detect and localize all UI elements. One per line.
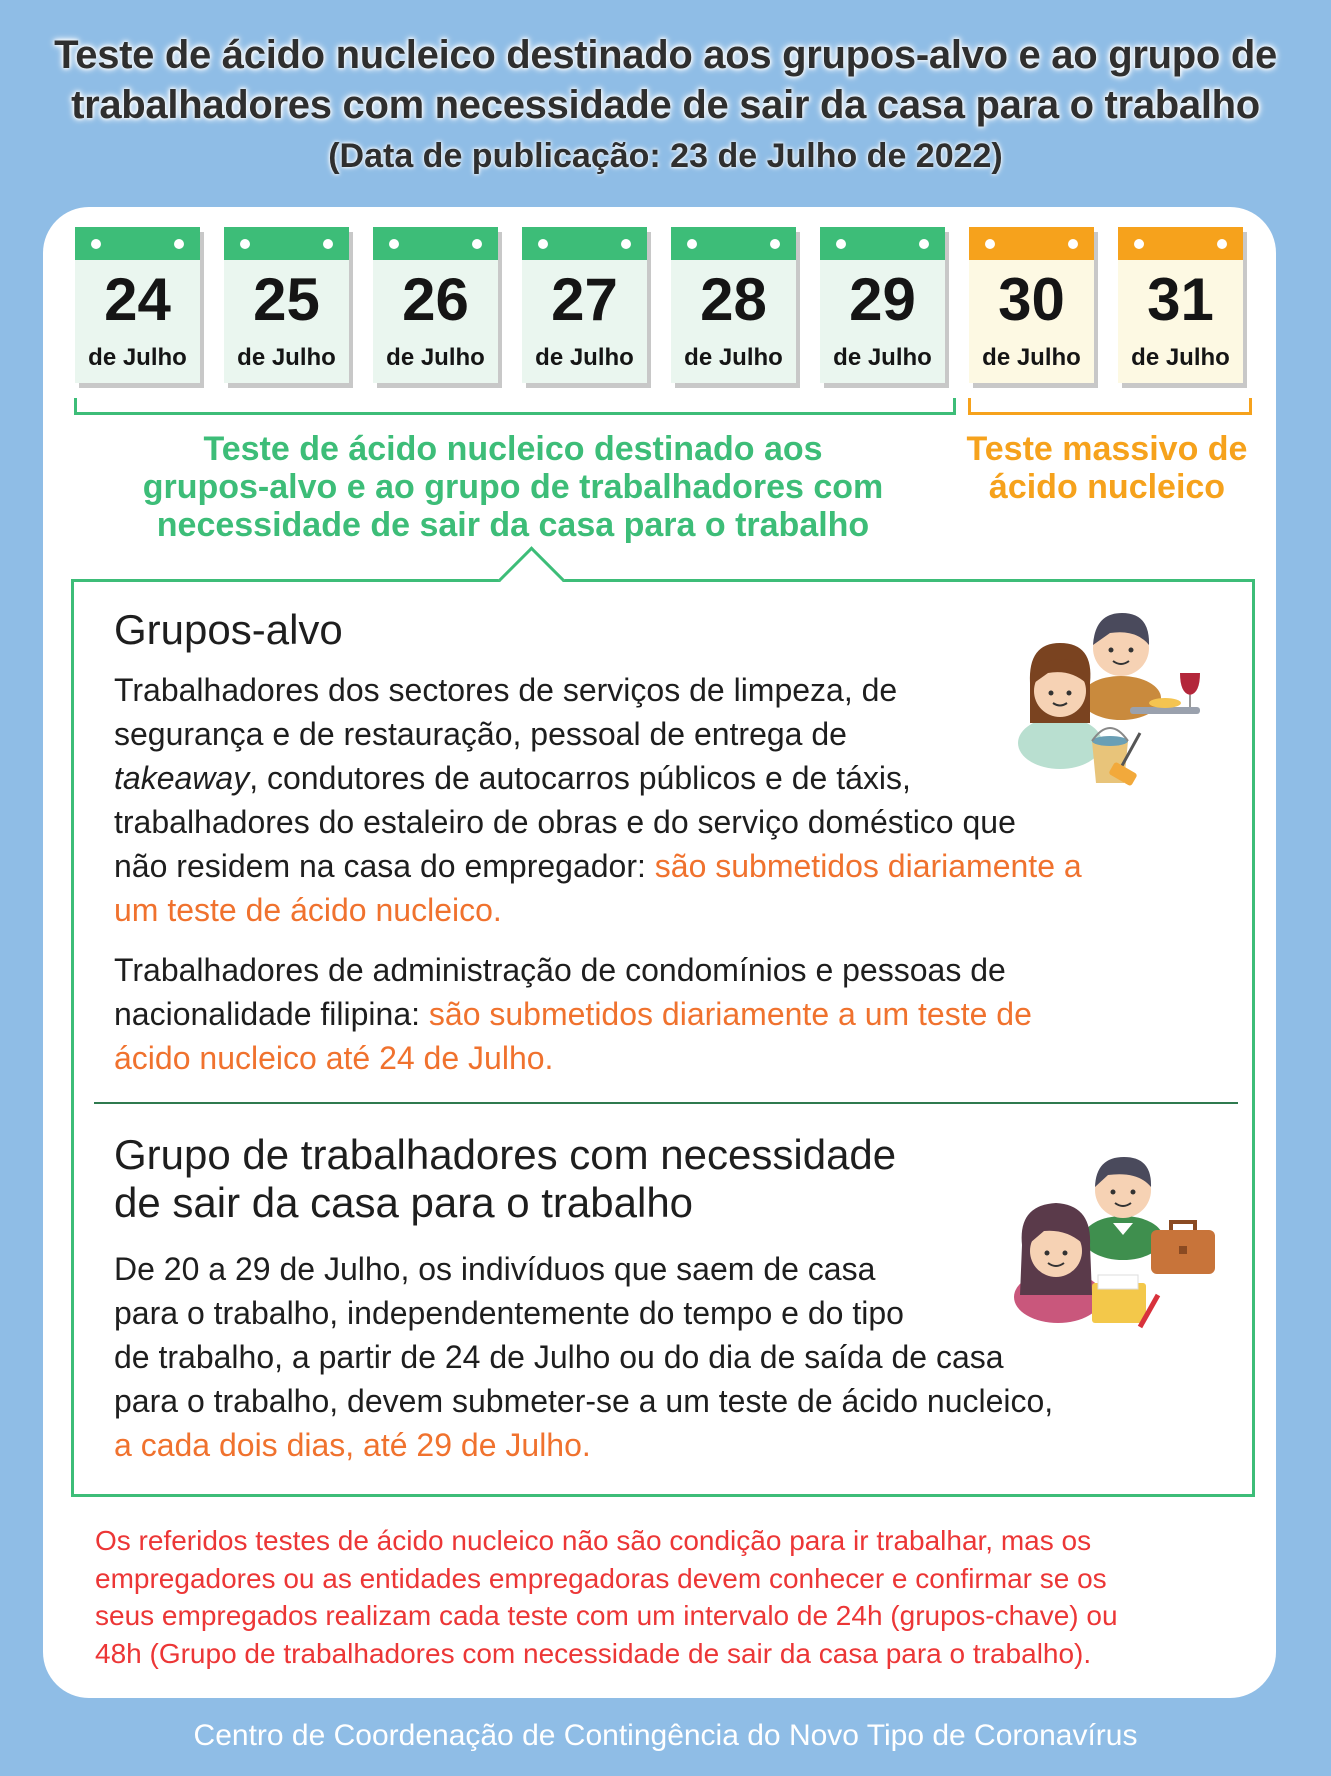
office-workers-illustration [1008, 1145, 1220, 1335]
calendar-month: de Julho [386, 344, 485, 371]
calendar-day-number: 25 [253, 266, 320, 333]
calendar-day-number: 27 [551, 266, 618, 333]
calendar-day [671, 227, 796, 383]
calendar-binding [373, 227, 498, 260]
title-line-2: trabalhadores com necessidade de sair da casa para o trabalho [71, 83, 1260, 127]
woman-body [1018, 717, 1102, 769]
calendar-day [75, 227, 200, 383]
calendar-binding [522, 227, 647, 260]
calendar-day-number: 26 [402, 266, 469, 333]
calendar-binding [671, 227, 796, 260]
targeted-test-label: Teste de ácido nucleico destinado aos grupos-alvo e ao grupo de trabalhadores com necessidade de sair da casa para o trabalho [142, 430, 884, 544]
calendar-month: de Julho [833, 344, 932, 371]
target-groups-paragraph-1: Trabalhadores dos sectores de serviços de limpeza, de segurança e de restauração, pessoal de entrega de takeaway, condutores de autocarros públicos e de táxis, trabalhadores do estaleiro de obras e do serviço doméstico que não residem na casa do empregador: são submetidos diariamente a um teste de ácido nucleico. [114, 672, 1082, 928]
calendar-day-number: 28 [700, 266, 767, 333]
wine-glass [1180, 673, 1200, 695]
publication-date: (Data de publicação: 23 de Julho de 2022) [328, 137, 1003, 175]
calendar-day [1118, 227, 1243, 383]
target-groups-paragraph-2: Trabalhadores de administração de condomínios e pessoas de nacionalidade filipina: são submetidos diariamente a um teste de ácido nucleico até 24 de Julho. [114, 952, 1032, 1076]
mass-test-label: Teste massivo de ácido nucleico [966, 430, 1248, 506]
calendar-day [373, 227, 498, 383]
section-heading-outgoing-workers: Grupo de trabalhadores com necessidade de sair da casa para o trabalho [114, 1131, 897, 1226]
section-heading-target-groups: Grupos-alvo [114, 606, 343, 653]
employer-notice: Os referidos testes de ácido nucleico não são condição para ir trabalhar, mas os empregadores ou as entidades empregadoras devem conhecer e confirmar se os seus empregados realizam cada teste com um intervalo de 24h (grupos-chave) ou 48h (Grupo de trabalhadores com necessidade de sair da casa para o trabalho). [95, 1525, 1118, 1669]
footer-organization: Centro de Coordenação de Contingência do Novo Tipo de Coronavírus [193, 1719, 1138, 1752]
calendar-day [224, 227, 349, 383]
calendar-month: de Julho [535, 344, 634, 371]
calendar-day-number: 29 [849, 266, 916, 333]
page-title [0, 30, 1331, 130]
green-bracket [74, 398, 956, 415]
calendar-month: de Julho [982, 344, 1081, 371]
calendar-binding [969, 227, 1094, 260]
outgoing-workers-paragraph: De 20 a 29 de Julho, os indivíduos que saem de casa para o trabalho, independentemente do tempo e do tipo de trabalho, a partir de 24 de Julho ou do dia de saída de casa para o trabalho, devem submeter-se a um teste de ácido nucleico, a cada dois dias, até 29 de Julho. [114, 1251, 1054, 1463]
calendar-month: de Julho [88, 344, 187, 371]
calendar-binding [224, 227, 349, 260]
calendar-binding [1118, 227, 1243, 260]
calendar-day-number: 24 [104, 266, 171, 333]
calendar-day [820, 227, 945, 383]
calendar-binding [75, 227, 200, 260]
calendar-day [969, 227, 1094, 383]
calendar-month: de Julho [1131, 344, 1230, 371]
orange-bracket [968, 398, 1252, 415]
title-line-1: Teste de ácido nucleico destinado aos grupos-alvo e ao grupo de [54, 33, 1277, 77]
calendar-binding [820, 227, 945, 260]
calendar-day-number: 31 [1147, 266, 1214, 333]
service-workers-illustration [1018, 603, 1218, 793]
calendar-month: de Julho [237, 344, 336, 371]
section-divider [94, 1102, 1238, 1104]
tray [1130, 707, 1200, 714]
calendar-month: de Julho [684, 344, 783, 371]
calendar-day [522, 227, 647, 383]
calendar-day-number: 30 [998, 266, 1065, 333]
